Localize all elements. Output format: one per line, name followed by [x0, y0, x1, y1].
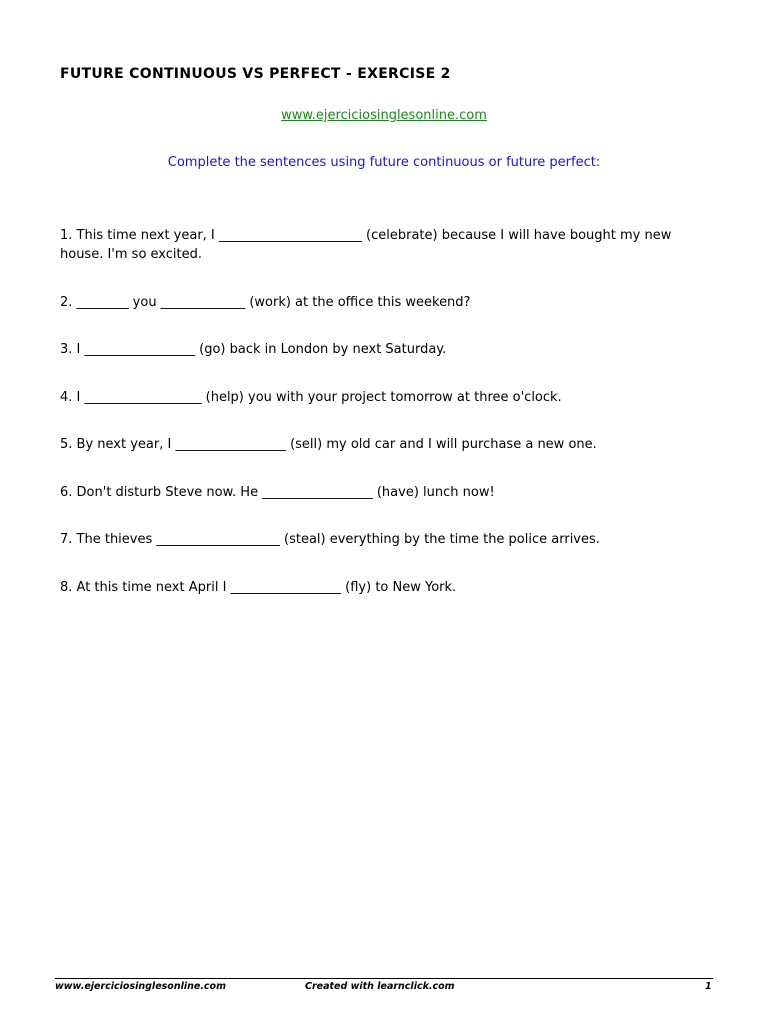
footer-divider: [55, 978, 713, 979]
question-8: 8. At this time next April I _________________ (fly) to New York.: [60, 579, 457, 595]
page-number: 1: [705, 981, 712, 992]
question-5: 5. By next year, I _________________ (sell) my old car and I will purchase a new one.: [60, 437, 597, 452]
question-2: 2. ________ you _____________ (work) at the office this weekend?: [60, 294, 471, 310]
footer-site: www.ejerciciosinglesonline.com: [55, 981, 226, 992]
question-3: 3. I _________________ (go) back in London by next Saturday.: [60, 342, 447, 357]
instructions: Complete the sentences using future continuous or future perfect:: [167, 155, 601, 170]
page-title: FUTURE CONTINUOUS VS PERFECT - EXERCISE 2: [60, 66, 451, 82]
website-link[interactable]: www.ejerciciosinglesonline.com: [281, 108, 487, 123]
question-4: 4. I __________________ (help) you with your project tomorrow at three o'clock.: [60, 389, 562, 405]
question-7: 7. The thieves ___________________ (steal) everything by the time the police arrives.: [60, 532, 600, 547]
question-6: 6. Don't disturb Steve now. He _________________ (have) lunch now!: [60, 484, 495, 500]
question-list: [60, 226, 715, 625]
question-1: 1. This time next year, I ______________________ (celebrate) because I will have bought my new house. I'm so excited.: [60, 228, 672, 262]
footer-credit: Created with learnclick.com: [305, 981, 455, 992]
